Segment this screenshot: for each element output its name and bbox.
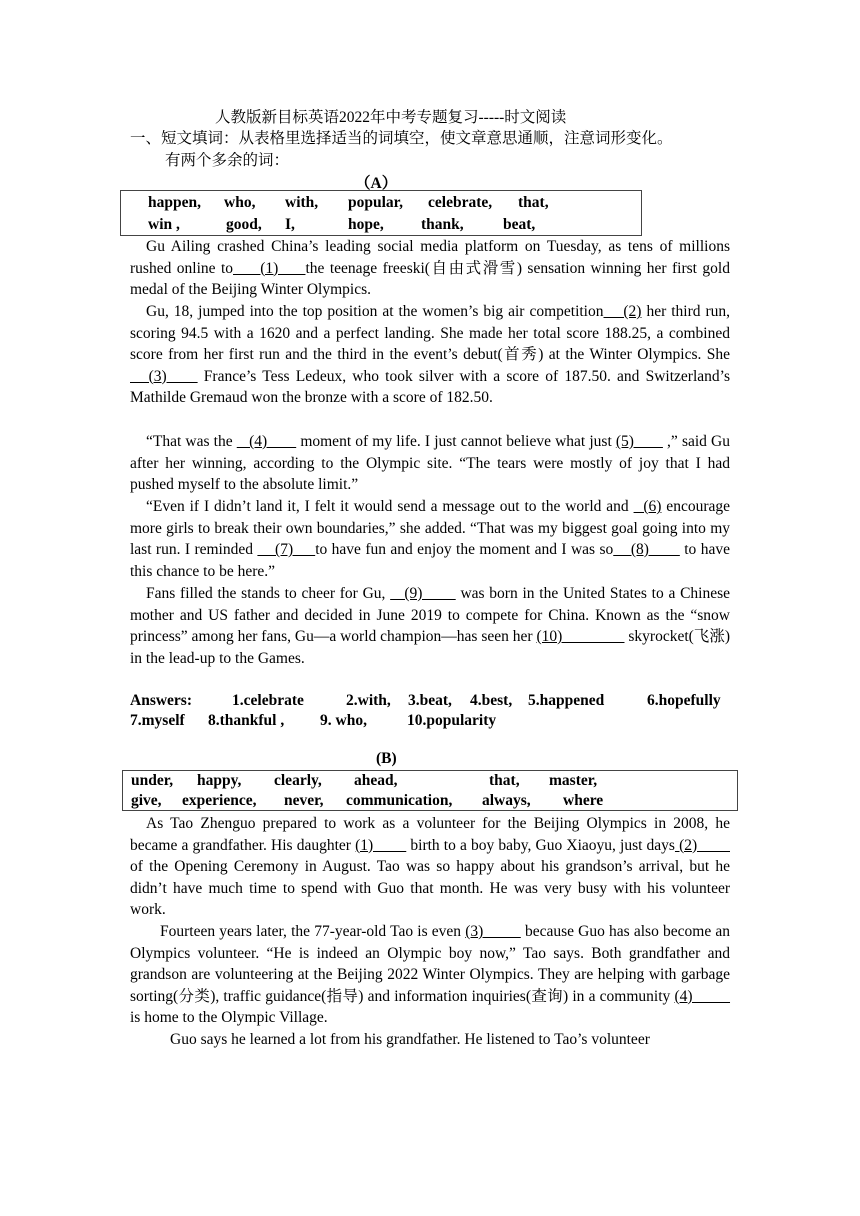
word-box-item: that, [489, 772, 520, 789]
blank-10: (10) [536, 628, 625, 645]
word-box-item: thank, [421, 216, 464, 233]
word-box-item: popular, [348, 194, 403, 211]
word-box-item: hope, [348, 216, 384, 233]
blank-b3: (3) [465, 923, 521, 940]
answer-item: 8.thankful , [208, 712, 285, 729]
word-box-item: happen, [148, 194, 201, 211]
section-a-label: （A） [355, 175, 398, 192]
word-box-item: master, [549, 772, 598, 789]
blank-b1: (1) [355, 836, 407, 854]
instruction-line-1: 一、短文填词：从表格里选择适当的词填空，使文章意思通顺，注意词形变化。 [130, 130, 673, 147]
instruction-line-2: 有两个多余的词： [165, 152, 290, 169]
word-box-item: celebrate, [428, 194, 493, 211]
word-box-a [120, 190, 642, 236]
word-box-item: win , [148, 216, 180, 233]
word-box-b [122, 770, 738, 811]
word-box-item: always, [482, 792, 531, 809]
answer-item: 6.hopefully [647, 692, 721, 709]
word-box-item: communication, [346, 792, 453, 809]
answer-item: 2.with, [346, 692, 391, 709]
word-box-item: that, [518, 194, 549, 211]
word-box-item: with, [285, 194, 319, 211]
blank-3: (3) [130, 367, 198, 385]
blank-9: (9) [390, 585, 456, 602]
answers-label: Answers: [130, 692, 192, 709]
answer-item: 9. who, [320, 712, 367, 729]
paragraph-b2: Fourteen years later, the 77-year-old Tao is even (3) because Guo has also become an Olympics volunteer. “He is indeed an Olympic boy now,” Tao says. Both grandfather and grandson are volunteering at the Beijing 2022 Winter Olympics. They are helping with garbage sorting(分类), traffic guidance(指导) and information inquiries(查询) in a community (4) is home to the Olympic Village. [130, 923, 731, 1026]
blank-7: (7) [257, 541, 316, 558]
word-box-item: never, [284, 792, 324, 809]
word-box-item: give, [131, 792, 162, 809]
word-box-item: under, [131, 772, 174, 789]
blank-2: (2) [603, 303, 642, 320]
paragraph-a5: Fans filled the stands to cheer for Gu, (9) was born in the United States to a Chinese mother and US father and decided in June 2019 to compete for China. Known as the “snow princess” among her fans, Gu—a world champion—has seen her (10) skyrocket(飞涨) in the lead-up to the Games. [130, 585, 731, 667]
answers-block [130, 690, 730, 734]
paragraph-a1: Gu Ailing crashed China’s leading social media platform on Tuesday, as tens of millions rushed online to (1) the teenage freeski(自由式滑雪) sensation winning her first gold medal of the Beijing Winter Olympics. [130, 238, 730, 298]
paragraph-b1: As Tao Zhenguo prepared to work as a volunteer for the Beijing Olympics in 2008, he became a grandfather. His daughter (1) birth to a boy baby, Guo Xiaoyu, just days (2) of the Opening Ceremony in August. Tao was so happy about his grandson’s arrival, but he didn’t have much time to spend with Guo that month. He was very busy with his volunteer work. [130, 815, 730, 918]
word-box-item: beat, [503, 216, 536, 233]
word-box-item: who, [224, 194, 256, 211]
answer-item: 4.best, [470, 692, 513, 709]
blank-b4: (4) [674, 987, 731, 1005]
word-box-item: I, [285, 216, 295, 233]
blank-b2: (2) [674, 836, 730, 854]
paragraph-a4: “Even if I didn’t land it, I felt it would send a message out to the world and (6) encourage more girls to break their own boundaries,” she added. “That was my biggest goal going into my last run. I reminded (7) to have fun and enjoy the moment and I was so (8) to have this chance to be here.” [130, 498, 730, 580]
answer-item: 10.popularity [407, 712, 497, 729]
blank-4: (4) [236, 433, 297, 450]
blank-6: (6) [633, 498, 662, 515]
blank-5: (5) [615, 433, 663, 450]
word-box-item: clearly, [274, 772, 322, 789]
blank-8: (8) [613, 541, 680, 558]
answer-item: 3.beat, [408, 692, 452, 709]
word-box-item: ahead, [354, 772, 398, 789]
answer-item: 1.celebrate [232, 692, 304, 709]
paragraph-a2: Gu, 18, jumped into the top position at the women’s big air competition (2) her third run, scoring 94.5 with a 1620 and a perfect landing. She made her total score 188.25, a combined score from her first run and the third in the event’s debut(首秀) at the Winter Olympics. She (3) France’s Tess Ledeux, who took silver with a score of 187.50. and Switzerland’s Mathilde Gremaud won the bronze with a score of 182.50. [130, 303, 730, 406]
paragraph-a3: “That was the (4) moment of my life. I just cannot believe what just (5) ,” said Gu after her winning, according to the Olympic site. “The tears were mostly of joy that I had pushed myself to the absolute limit.” [130, 433, 730, 493]
word-box-item: happy, [197, 772, 242, 789]
word-box-item: experience, [182, 792, 257, 809]
paragraph-b3: Guo says he learned a lot from his grandfather. He listened to Tao’s volunteer [170, 1031, 650, 1048]
word-box-item: where [563, 792, 604, 809]
word-box-item: good, [226, 216, 262, 233]
answer-item: 7.myself [130, 712, 185, 729]
doc-title: 人教版新目标英语2022年中考专题复习-----时文阅读 [215, 109, 567, 126]
blank-1: (1) [233, 259, 306, 277]
section-b-label: (B) [376, 750, 397, 767]
answer-item: 5.happened [528, 692, 605, 709]
